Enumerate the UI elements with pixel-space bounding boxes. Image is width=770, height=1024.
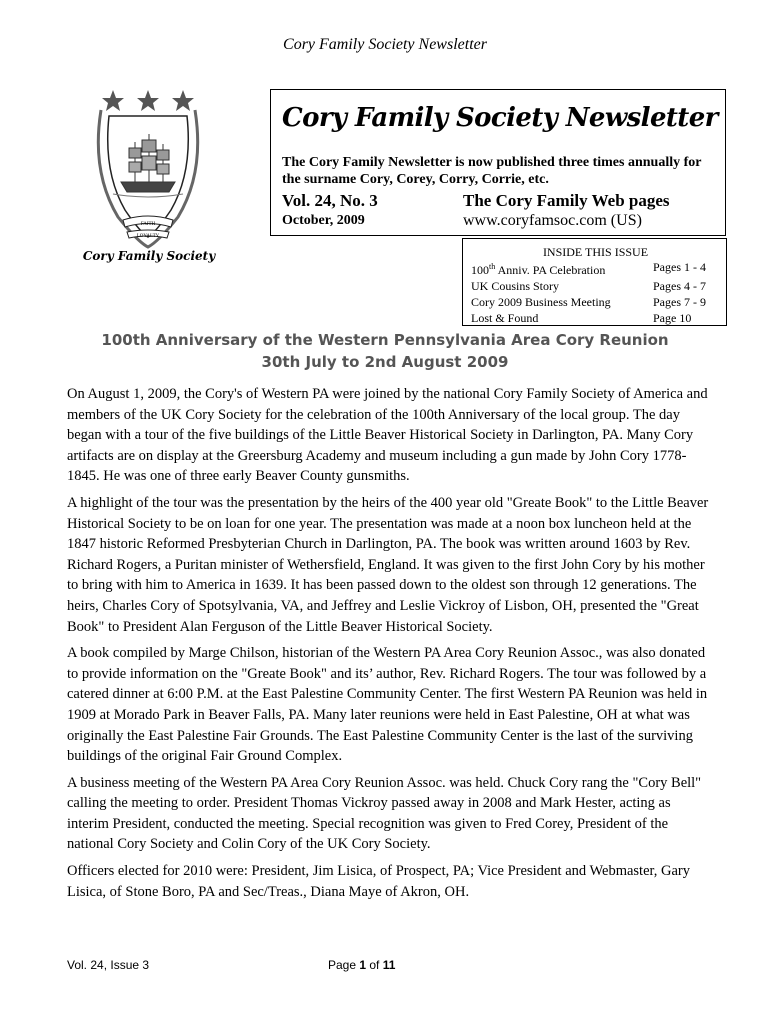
article-paragraph: A business meeting of the Western PA Area Cory Reunion Assoc. was held. Chuck Cory rang the "Cory Bell" calling the meeting to order. President Thomas Vickroy passed away in 2008 and Mark Hester, acting as interim President, conducted the meeting. Special recognition was given to Fred Corey, President of the national Cory Society and Colin Cory of the UK Cory Society. <box>67 774 702 853</box>
page-current: 1 <box>359 958 367 972</box>
toc-item-title: Anniv. PA Celebration <box>495 263 606 277</box>
toc-item-title: Cory 2009 Business Meeting <box>471 295 611 309</box>
newsletter-title: Cory Family Society Newsletter <box>282 103 718 133</box>
inside-this-issue-box <box>462 238 727 326</box>
article-paragraph: A highlight of the tour was the presentation by the heirs of the 400 year old "Greate Book" to the Little Beaver Historical Society to be on loan for one year. The presentation was made at a noon box luncheon held at the 1847 historic Reformed Presbyterian Church in Darlington, PA. The book was written around 1603 by Rev. Richard Rogers, a Puritan minister of Wethersfield, England. It was given to the first John Cory by his mother to bring with him to America in 1639. It has been passed down to the oldest son through 12 generations. The heirs, Charles Cory of Spotsylvania, VA, and Jeffrey and Leslie Vickroy of Lisbon, OH, presented the "Great Book" to President Alan Ferguson of the Little Beaver Historical Society. <box>67 494 709 635</box>
toc-item <box>471 294 720 310</box>
toc-item-title: UK Cousins Story <box>471 279 560 293</box>
article-title-line1: 100th Anniversary of the Western Pennsylvania Area Cory Reunion <box>101 331 669 349</box>
toc-item <box>471 310 720 326</box>
article-title-line2: 30th July to 2nd August 2009 <box>261 353 509 371</box>
toc-item-num: 100 <box>471 263 489 277</box>
toc-item-sup: th <box>489 262 496 271</box>
footer-page-number <box>328 958 395 972</box>
crest-banner-text: Cory Family Society <box>83 249 216 263</box>
toc-item <box>471 278 720 294</box>
page-prefix: Page <box>328 958 360 972</box>
family-crest-logo <box>83 82 233 267</box>
article-paragraph: A book compiled by Marge Chilson, historian of the Western PA Area Cory Reunion Assoc., was also donated to provide information on the "Greate Book" and its’ author, Rev. Richard Rogers. The tour was followed by a catered dinner at 6:00 P.M. at the East Palestine Community Center. The first Western PA Reunion was held in 1909 at Morado Park in Beaver Falls, PA. Many later reunions were held in East Palestine, OH at what was originally the East Palestine Fair Grounds. The East Palestine Community Center is the last of the surviving buildings of the original Fair Ground Complex. <box>67 645 708 765</box>
issue-date: October, 2009 <box>282 213 365 228</box>
toc-item <box>471 259 720 278</box>
star-icon <box>102 90 194 111</box>
page-total: 11 <box>382 958 396 972</box>
page-of: of <box>366 958 383 972</box>
article-paragraph: Officers elected for 2010 were: President, Jim Lisica, of Prospect, PA; Vice President and Webmaster, Gary Lisica, of Stone Boro, PA and Sec/Treas., Diana Maye of Akron, OH. <box>67 863 691 900</box>
footer-issue: Vol. 24, Issue 3 <box>67 958 150 972</box>
toc-item-pages: Pages 1 - 4 <box>653 260 706 274</box>
crest-ribbon-lower: LOYALTY <box>136 234 160 239</box>
toc-item-pages: Page 10 <box>653 311 692 325</box>
running-header: Cory Family Society Newsletter <box>283 36 487 53</box>
crest-ribbon-upper: FAITH <box>140 222 156 227</box>
article-paragraph: On August 1, 2009, the Cory's of Western PA were joined by the national Cory Family Society of America and members of the UK Cory Society for the celebration of the 100th Anniversary of the local group. The day began with a tour of the five buildings of the Little Beaver Historical Society in Darlington, PA. Many Cory artifacts are on display at the Greersburg Academy and museum including a gun made by John Cory 1778-1845. He was one of three early Beaver County gunsmiths. <box>67 386 708 485</box>
toc-item-pages: Pages 4 - 7 <box>653 279 706 293</box>
masthead-box <box>270 89 726 236</box>
newsletter-description: The Cory Family Newsletter is now published three times annually for the surname Cory, Corey, Corry, Corrie, etc. <box>282 155 702 187</box>
toc-item-title: Lost & Found <box>471 311 539 325</box>
website-link[interactable]: www.coryfamsoc.com (US) <box>463 212 642 229</box>
web-pages-title: The Cory Family Web pages <box>463 191 670 210</box>
article-body <box>67 384 715 908</box>
inside-heading: INSIDE THIS ISSUE <box>542 245 649 259</box>
toc-item-pages: Pages 7 - 9 <box>653 295 706 309</box>
article-title <box>0 329 770 373</box>
volume-number: Vol. 24, No. 3 <box>282 191 378 210</box>
